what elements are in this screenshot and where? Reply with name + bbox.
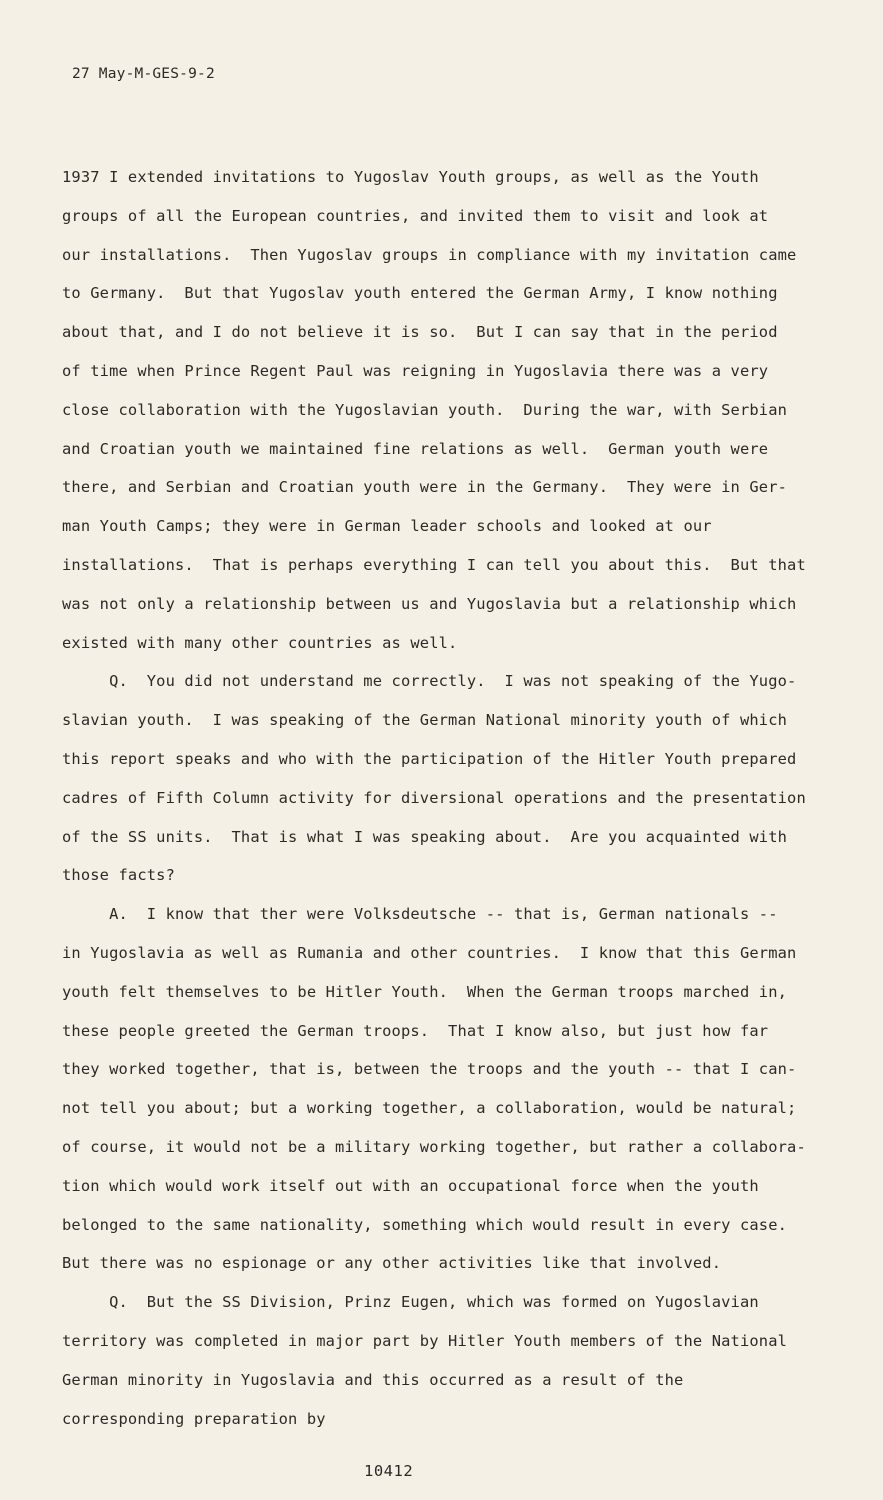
- text-line: they worked together, that is, between the troops and the youth -- that I can-: [62, 1060, 797, 1079]
- page-number: 10412: [364, 1462, 414, 1480]
- text-line: of course, it would not be a military working together, but rather a collabora-: [62, 1137, 806, 1156]
- question-line: Q. You did not understand me correctly. I was not speaking of the Yugo-: [62, 672, 797, 691]
- text-line: belonged to the same nationality, something which would result in every case.: [62, 1215, 788, 1234]
- text-line: youth felt themselves to be Hitler Youth. When the German troops marched in,: [62, 982, 788, 1001]
- text-line: installations. That is perhaps everything I can tell you about this. But that: [62, 555, 806, 574]
- document-reference: 27 May-M-GES-9-2: [72, 66, 215, 82]
- answer-line: A. I know that ther were Volksdeutsche -- that is, German nationals --: [62, 905, 778, 924]
- text-line: cadres of Fifth Column activity for diversional operations and the presentation: [62, 788, 806, 807]
- text-line: corresponding preparation by: [62, 1409, 326, 1428]
- text-line: in Yugoslavia as well as Rumania and other countries. I know that this German: [62, 943, 797, 962]
- text-line: slavian youth. I was speaking of the German National minority youth of which: [62, 711, 788, 730]
- text-line: and Croatian youth we maintained fine relations as well. German youth were: [62, 439, 769, 458]
- text-line: about that, and I do not believe it is so. But I can say that in the period: [62, 323, 778, 342]
- text-line: this report speaks and who with the participation of the Hitler Youth prepared: [62, 749, 797, 768]
- text-line: close collaboration with the Yugoslavian youth. During the war, with Serbian: [62, 400, 788, 419]
- text-line: tion which would work itself out with an occupational force when the youth: [62, 1176, 759, 1195]
- text-line: territory was completed in major part by Hitler Youth members of the National: [62, 1331, 788, 1350]
- text-line: of time when Prince Regent Paul was reigning in Yugoslavia there was a very: [62, 361, 769, 380]
- text-line: those facts?: [62, 866, 175, 885]
- question-line: Q. But the SS Division, Prinz Eugen, which was formed on Yugoslavian: [62, 1293, 759, 1312]
- text-line: existed with many other countries as well.: [62, 633, 458, 652]
- text-line: to Germany. But that Yugoslav youth entered the German Army, I know nothing: [62, 284, 778, 303]
- text-line: groups of all the European countries, and invited them to visit and look at: [62, 206, 769, 225]
- text-line: 1937 I extended invitations to Yugoslav Youth groups, as well as the Youth: [62, 168, 759, 186]
- text-line: man Youth Camps; they were in German leader schools and looked at our: [62, 517, 712, 536]
- text-line: there, and Serbian and Croatian youth were in the Germany. They were in Ger-: [62, 478, 788, 497]
- text-line: our installations. Then Yugoslav groups in compliance with my invitation came: [62, 245, 797, 264]
- text-line: these people greeted the German troops. That I know also, but just how far: [62, 1021, 769, 1040]
- text-line: of the SS units. That is what I was speaking about. Are you acquainted with: [62, 827, 788, 846]
- text-line: But there was no espionage or any other activities like that involved.: [62, 1254, 722, 1273]
- transcript-body: [62, 158, 852, 1438]
- text-line: was not only a relationship between us and Yugoslavia but a relationship which: [62, 594, 797, 613]
- text-line: German minority in Yugoslavia and this occurred as a result of the: [62, 1370, 684, 1389]
- text-line: not tell you about; but a working together, a collaboration, would be natural;: [62, 1099, 797, 1118]
